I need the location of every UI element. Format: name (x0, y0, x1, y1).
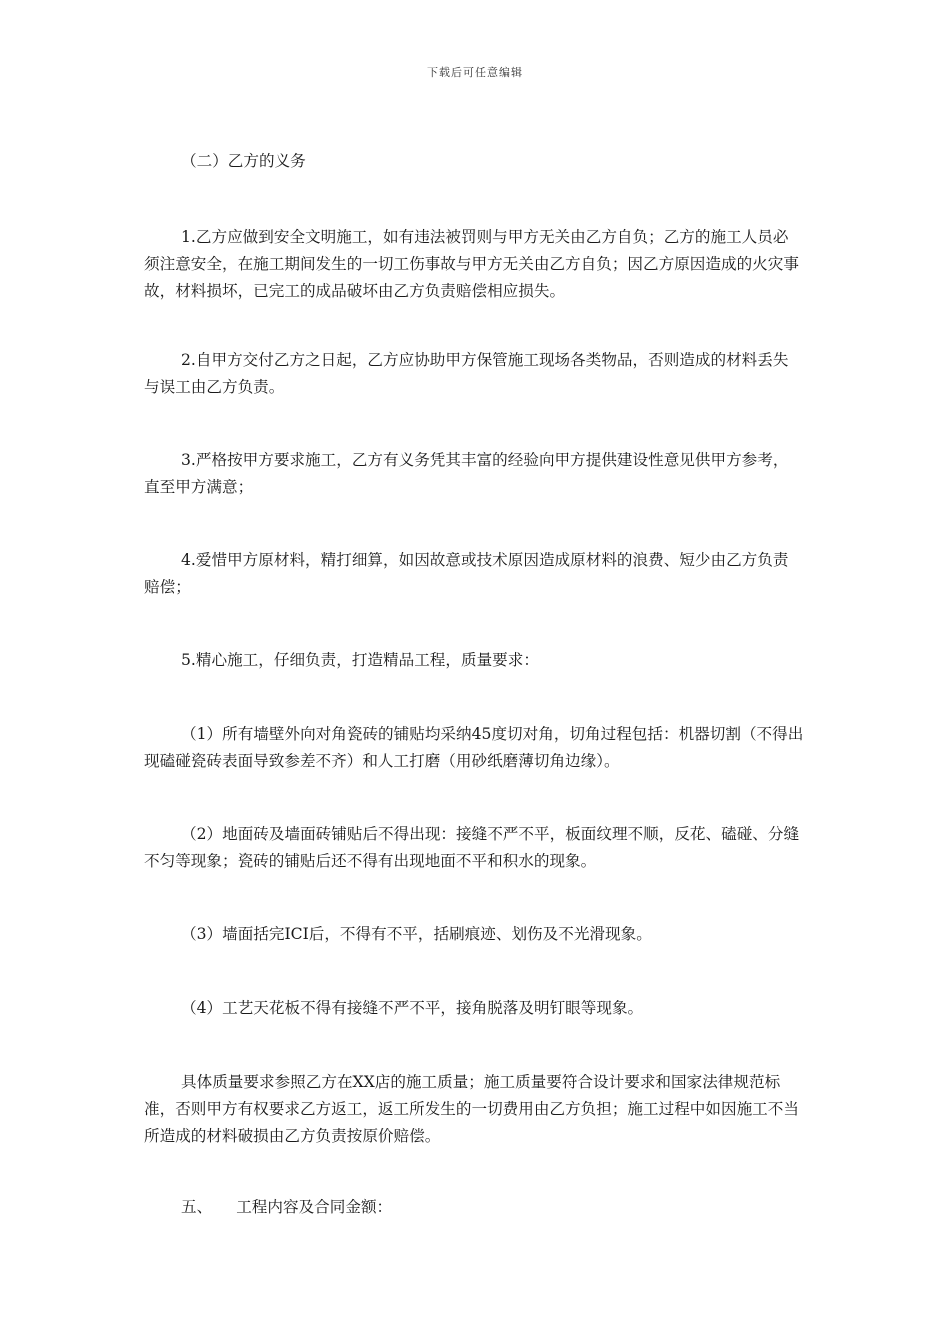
quality-item-2: （2）地面砖及墙面砖铺贴后不得出现：接缝不严不平，板面纹理不顺，反花、磕碰、分缝不匀等现象；瓷砖的铺贴后还不得有出现地面不平和积水的现象。 (144, 825, 800, 870)
quality-item-3: （3）墙面括完ICI后，不得有不平，括刷痕迹、划伤及不光滑现象。 (181, 925, 652, 943)
quality-item-4: （4）工艺天花板不得有接缝不严不平，接角脱落及明钉眼等现象。 (181, 999, 644, 1017)
quality-item-1: （1）所有墙壁外向对角瓷砖的铺贴均采纳45度切对角，切角过程包括：机器切割（不得出现磕碰瓷砖表面导致参差不齐）和人工打磨（用砂纸磨薄切角边缘）。 (144, 725, 804, 770)
section-five-number: 五、 (181, 1198, 213, 1216)
paragraph-1-safety: 1.乙方应做到安全文明施工，如有违法被罚则与甲方无关由乙方自负；乙方的施工人员必须注意安全，在施工期间发生的一切工伤事故与甲方无关由乙方自负；因乙方原因造成的火灾事故，材料损坏，已完工的成品破坏由乙方负责赔偿相应损失。 (144, 228, 799, 300)
section-five-title: 工程内容及合同金额： (236, 1198, 393, 1216)
paragraph-4-materials: 4.爱惜甲方原材料，精打细算，如因故意或技术原因造成原材料的浪费、短少由乙方负责赔偿； (144, 551, 789, 596)
paragraph-3-requirements: 3.严格按甲方要求施工，乙方有义务凭其丰富的经验向甲方提供建设性意见供甲方参考，直至甲方满意； (144, 451, 789, 496)
paragraph-2-custody: 2.自甲方交付乙方之日起，乙方应协助甲方保管施工现场各类物品，否则造成的材料丢失与误工由乙方负责。 (144, 351, 789, 396)
paragraph-quality-reference: 具体质量要求参照乙方在XX店的施工质量；施工质量要符合设计要求和国家法律规范标准，否则甲方有权要求乙方返工，返工所发生的一切费用由乙方负担；施工过程中如因施工不当所造成的材料破损由乙方负责按原价赔偿。 (144, 1073, 799, 1145)
section-five-heading (144, 1194, 804, 1221)
header-note: 下载后可任意编辑 (427, 66, 523, 79)
subheading-party-b-obligations: （二）乙方的义务 (181, 152, 306, 170)
paragraph-5-quality: 5.精心施工，仔细负责，打造精品工程，质量要求： (181, 651, 539, 669)
